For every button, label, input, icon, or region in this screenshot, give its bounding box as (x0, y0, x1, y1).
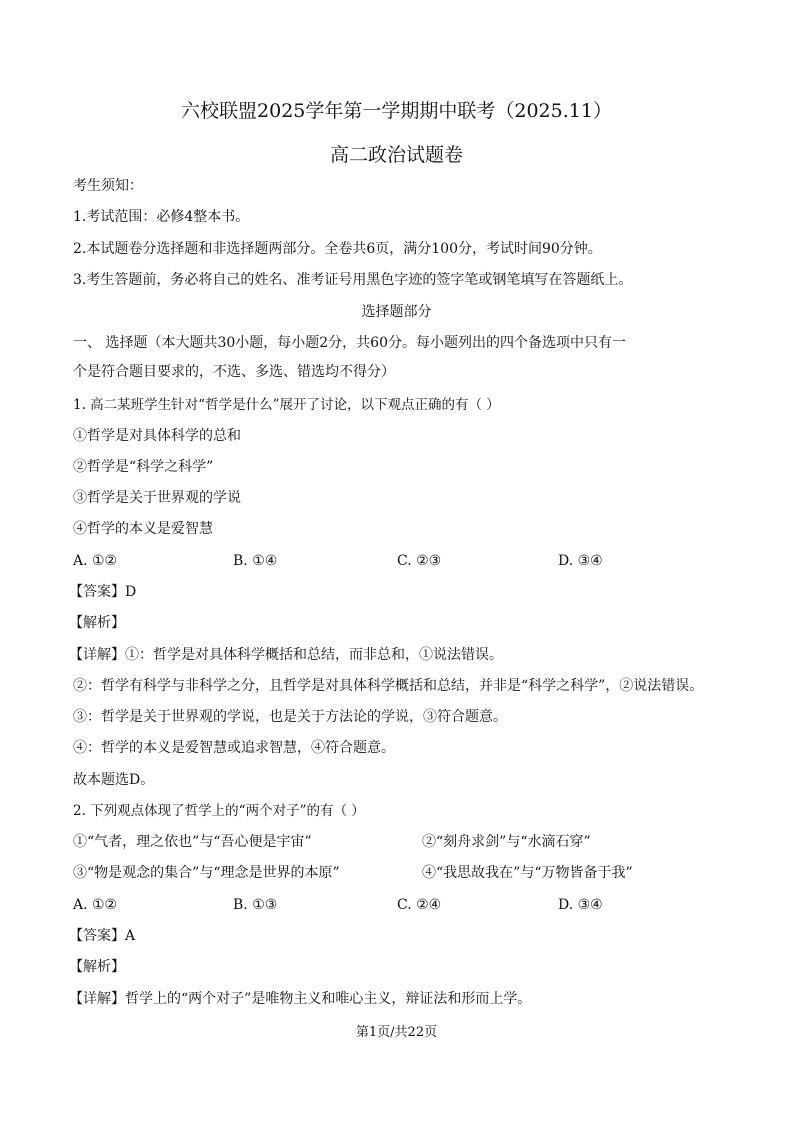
q1-option-d: D. ③④ (558, 553, 603, 569)
q2-statement: ④“我思故我在”与“万物皆备于我” (422, 865, 633, 881)
notice-item: 1.考试范围：必修4整本书。 (73, 209, 250, 225)
q2-statement: ②“刻舟求剑”与“水滴石穿” (422, 834, 591, 850)
q1-answer: 【答案】D (69, 584, 137, 600)
q1-detail: ④：哲学的本义是爱智慧或追求智慧，④符合题意。 (73, 740, 395, 756)
q1-statement: ③哲学是关于世界观的学说 (73, 490, 241, 506)
q1-statement: ①哲学是对具体科学的总和 (73, 428, 241, 444)
notice-item: 3.考生答题前，务必将自己的姓名、准考证号用黑色字迹的签字笔或钢笔填写在答题纸上。 (73, 272, 633, 288)
q2-statement: ①“气者，理之依也”与“吾心便是宇宙” (73, 834, 312, 850)
q2-statement: ③“物是观念的集合”与“理念是世界的本原” (73, 865, 340, 881)
q2-detail: 【详解】哲学上的“两个对子”是唯物主义和唯心主义，辩证法和形而上学。 (69, 991, 532, 1007)
q1-conclusion: 故本题选D。 (73, 772, 155, 788)
q2-option-c: C. ②④ (397, 897, 442, 913)
q1-detail: ③：哲学是关于世界观的学说，也是关于方法论的学说，③符合题意。 (73, 709, 507, 725)
q1-statement: ②哲学是“科学之科学” (73, 459, 214, 475)
q1-option-a: A. ①② (73, 553, 118, 569)
q2-answer: 【答案】A (69, 928, 136, 944)
q2-option-b: B. ①③ (233, 897, 278, 913)
notice-heading: 考生须知： (73, 178, 143, 194)
q1-analysis-label: 【解析】 (69, 615, 125, 631)
q1-stem: 1. 高二某班学生针对“哲学是什么”展开了讨论，以下观点正确的有（ ） (73, 397, 500, 413)
q1-option-b: B. ①④ (233, 553, 278, 569)
part-one-instructions-cont: 个是符合题目要求的，不选、多选、错选均不得分） (73, 364, 395, 380)
q2-stem: 2. 下列观点体现了哲学上的“两个对子”的有（ ） (73, 803, 365, 819)
page-footer: 第1页/共22页 (355, 1025, 438, 1040)
part-one-instructions: 一、 选择题（本大题共30小题，每小题2分，共60分。每小题列出的四个备选项中只有一 (73, 335, 626, 351)
q1-detail: ②：哲学有科学与非科学之分，且哲学是对具体科学概括和总结，并非是“科学之科学”，②说法错误。 (73, 678, 704, 694)
q1-option-c: C. ②③ (397, 553, 442, 569)
q2-analysis-label: 【解析】 (69, 959, 125, 975)
section-title: 选择题部分 (361, 304, 432, 320)
q2-option-d: D. ③④ (558, 897, 603, 913)
q1-statement: ④哲学的本义是爱智慧 (73, 521, 213, 537)
exam-subtitle: 高二政治试题卷 (329, 144, 463, 166)
notice-item: 2.本试题卷分选择题和非选择题两部分。全卷共6页，满分100分，考试时间90分钟。 (73, 241, 602, 257)
q2-option-a: A. ①② (73, 897, 118, 913)
exam-title: 六校联盟2025学年第一学期期中联考（2025.11） (181, 100, 612, 122)
q1-detail: 【详解】①：哲学是对具体科学概括和总结，而非总和，①说法错误。 (69, 647, 503, 663)
